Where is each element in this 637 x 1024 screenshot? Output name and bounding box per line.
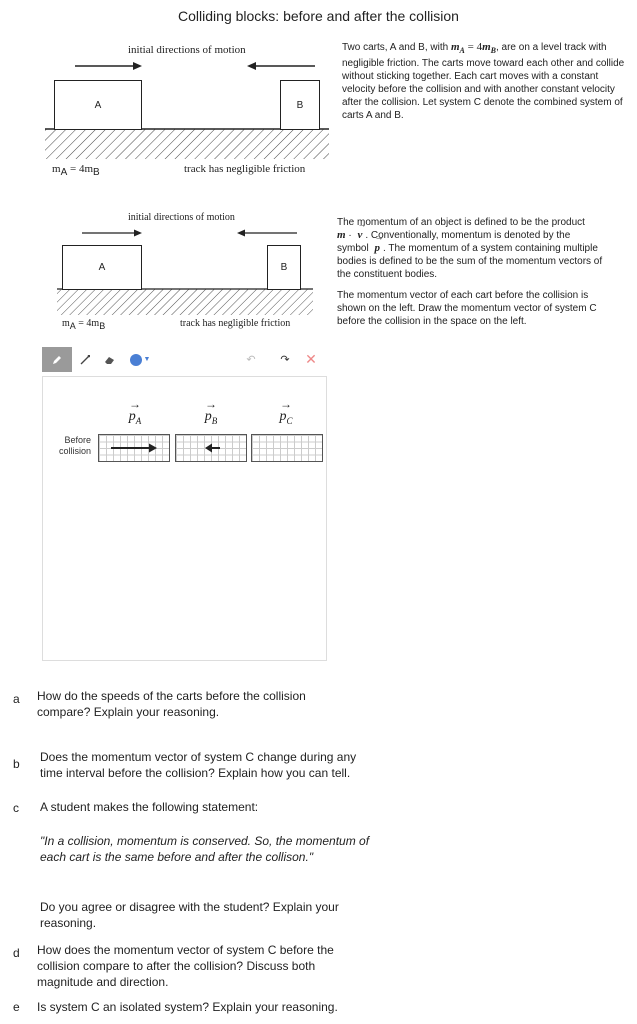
- cart-b: B: [267, 245, 301, 290]
- track-label: track has negligible friction: [180, 318, 291, 329]
- mass-relation: $m_A = 4m_B$: [62, 318, 106, 331]
- grid-pb: [175, 434, 247, 462]
- cart-a: A: [54, 80, 142, 130]
- motion-label: initial directions of motion: [128, 44, 246, 56]
- line-icon[interactable]: [74, 347, 96, 372]
- grid-pa: [98, 434, 170, 462]
- track-label: track has negligible friction: [184, 163, 306, 175]
- row-label: Before collision: [58, 435, 91, 456]
- undo-icon[interactable]: ↶: [246, 354, 256, 366]
- question-c-quote: "In a collision, momentum is conserved. So, the momentum of each cart is the same before and after the collison.": [40, 834, 370, 864]
- color-picker[interactable]: [128, 347, 152, 372]
- eraser-icon[interactable]: [98, 347, 120, 372]
- momentum-label-a: → $p_A$: [128, 397, 142, 426]
- question-e: Is system C an isolated system? Explain your reasoning.: [37, 1000, 338, 1014]
- drawing-toolbar: [42, 347, 326, 372]
- question-letter: e: [13, 1000, 20, 1014]
- question-letter: c: [13, 801, 19, 815]
- question-letter: d: [13, 946, 20, 960]
- color-swatch: [130, 354, 142, 366]
- redo-icon[interactable]: ↷: [280, 354, 290, 366]
- grid-pc[interactable]: [251, 434, 323, 462]
- momentum-label-b: → $p_B$: [204, 397, 218, 426]
- momentum-definition: The momentum of an object is defined to be the product m · → v . Conventionally, momentum is denoted by the symbol → p . The momentum of a system containing multiple bodies is defined to be the sum of the momentum vectors of the constituent bodies. The momentum vector of each cart before the collision is shown on the left. Draw the momentum vector of system C before the collision in the space on the left.: [337, 216, 617, 338]
- question-c-follow: Do you agree or disagree with the student? Explain your reasoning.: [40, 900, 339, 930]
- chevron-down-icon: ▼: [143, 356, 151, 363]
- question-letter: b: [13, 757, 20, 771]
- question-a: How do the speeds of the carts before the collision compare? Explain your reasoning.: [37, 689, 306, 719]
- intro-text: Two carts, A and B, with $m_A = 4m_B$, are on a level track with negligible friction. The carts move toward each other and collide without sticking together. Each cart moves with a constant velocity before the collision and with another constant velocity after the collision. Let system C denote the combined system of carts A and B.: [342, 41, 625, 121]
- cart-b: B: [280, 80, 320, 130]
- drawing-canvas[interactable]: [42, 376, 327, 661]
- question-b: Does the momentum vector of system C change during any time interval before the collision? Explain how you can tell.: [40, 750, 357, 780]
- page-title: Colliding blocks: before and after the collision: [178, 8, 459, 24]
- pencil-icon[interactable]: [42, 347, 72, 372]
- clear-icon[interactable]: ✕: [305, 351, 317, 367]
- cart-a: A: [62, 245, 142, 290]
- question-c: A student makes the following statement:: [40, 800, 259, 814]
- question-d: How does the momentum vector of system C before the collision compare to after the collision? Discuss both magnitude and direction.: [37, 943, 334, 989]
- momentum-label-c: → $p_C$: [279, 397, 293, 426]
- mass-relation: $m_A = 4m_B$: [52, 163, 100, 179]
- motion-label: initial directions of motion: [128, 212, 235, 223]
- question-letter: a: [13, 692, 20, 706]
